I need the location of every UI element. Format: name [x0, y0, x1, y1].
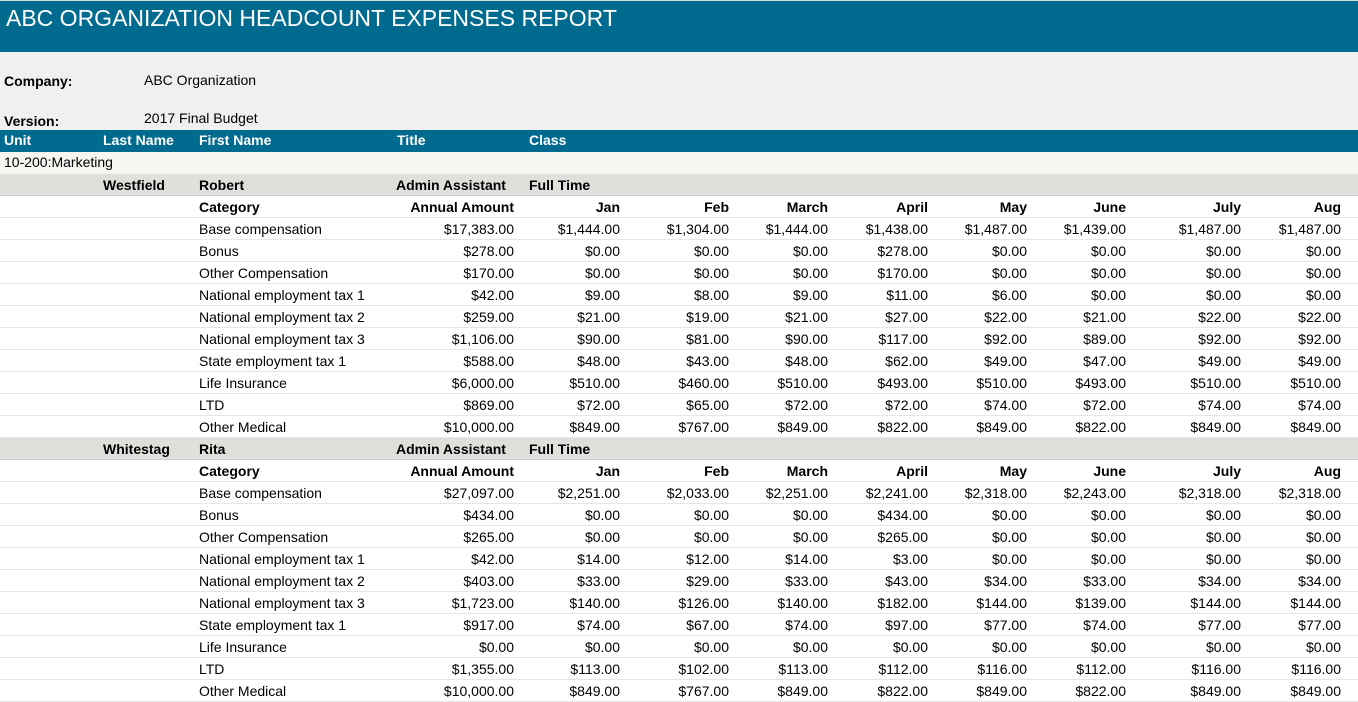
jan-cell: $0.00: [584, 507, 620, 523]
feb-cell: $460.00: [678, 375, 729, 391]
employee-class: Full Time: [529, 177, 591, 193]
table-row: [0, 636, 1358, 658]
march-cell: $0.00: [792, 243, 828, 259]
feb-cell: $8.00: [693, 287, 729, 303]
header-july: July: [1212, 199, 1241, 215]
category-cell: Bonus: [199, 243, 239, 259]
col-last-name: Last Name: [103, 132, 174, 148]
table-row: [0, 394, 1358, 416]
table-row: [0, 328, 1358, 350]
march-cell: $0.00: [792, 265, 828, 281]
aug-cell: $0.00: [1305, 639, 1341, 655]
june-cell: $21.00: [1083, 309, 1126, 325]
header-aug: Aug: [1313, 199, 1341, 215]
header-april: April: [896, 199, 928, 215]
col-title: Title: [397, 132, 426, 148]
march-cell: $74.00: [785, 617, 828, 633]
table-row: [0, 658, 1358, 680]
march-cell: $0.00: [792, 507, 828, 523]
july-cell: $0.00: [1205, 507, 1241, 523]
jan-cell: $9.00: [584, 287, 620, 303]
unit-name: 10-200:Marketing: [4, 154, 113, 170]
annual-amount-cell: $170.00: [463, 265, 514, 281]
category-cell: LTD: [199, 397, 225, 413]
aug-cell: $92.00: [1298, 331, 1341, 347]
feb-cell: $12.00: [686, 551, 729, 567]
may-cell: $92.00: [984, 331, 1027, 347]
jan-cell: $0.00: [584, 639, 620, 655]
feb-cell: $0.00: [693, 507, 729, 523]
june-cell: $0.00: [1090, 529, 1126, 545]
july-cell: $74.00: [1198, 397, 1241, 413]
july-cell: $0.00: [1205, 287, 1241, 303]
category-cell: Life Insurance: [199, 639, 287, 655]
july-cell: $0.00: [1205, 529, 1241, 545]
may-cell: $34.00: [984, 573, 1027, 589]
april-cell: $72.00: [885, 397, 928, 413]
report-title-bar: [0, 0, 1358, 52]
march-cell: $140.00: [777, 595, 828, 611]
feb-cell: $1,304.00: [666, 221, 729, 237]
may-cell: $0.00: [991, 243, 1027, 259]
employee-title: Admin Assistant: [396, 177, 506, 193]
category-cell: Other Compensation: [199, 265, 329, 281]
annual-amount-cell: $42.00: [471, 287, 514, 303]
header-category: Category: [199, 463, 260, 479]
june-cell: $0.00: [1090, 243, 1126, 259]
jan-cell: $90.00: [577, 331, 620, 347]
july-cell: $2,318.00: [1178, 485, 1241, 501]
category-cell: National employment tax 1: [199, 287, 365, 303]
april-cell: $278.00: [877, 243, 928, 259]
april-cell: $182.00: [877, 595, 928, 611]
jan-cell: $0.00: [584, 529, 620, 545]
may-cell: $849.00: [976, 419, 1027, 435]
table-row: [0, 504, 1358, 526]
employee-last-name: Westfield: [103, 177, 165, 193]
june-cell: $47.00: [1083, 353, 1126, 369]
june-cell: $822.00: [1075, 419, 1126, 435]
march-cell: $849.00: [777, 419, 828, 435]
july-cell: $0.00: [1205, 639, 1241, 655]
feb-cell: $126.00: [678, 595, 729, 611]
may-cell: $849.00: [976, 683, 1027, 699]
may-cell: $0.00: [991, 507, 1027, 523]
aug-cell: $1,487.00: [1278, 221, 1341, 237]
table-row: [0, 592, 1358, 614]
company-label: Company:: [4, 73, 73, 89]
april-cell: $62.00: [885, 353, 928, 369]
june-cell: $74.00: [1083, 617, 1126, 633]
may-cell: $0.00: [991, 639, 1027, 655]
table-row: [0, 306, 1358, 328]
company-value: ABC Organization: [144, 72, 257, 88]
feb-cell: $0.00: [693, 243, 729, 259]
table-row: [0, 482, 1358, 504]
june-cell: $0.00: [1090, 287, 1126, 303]
may-cell: $510.00: [976, 375, 1027, 391]
category-cell: Other Medical: [199, 683, 287, 699]
table-row: [0, 680, 1358, 702]
category-cell: National employment tax 3: [199, 595, 365, 611]
july-cell: $34.00: [1198, 573, 1241, 589]
annual-amount-cell: $17,383.00: [443, 221, 514, 237]
annual-amount-cell: $434.00: [463, 507, 514, 523]
may-cell: $116.00: [977, 661, 1027, 677]
employee-row: [0, 438, 1358, 460]
june-cell: $822.00: [1075, 683, 1126, 699]
table-row: [0, 372, 1358, 394]
april-cell: $27.00: [885, 309, 928, 325]
april-cell: $493.00: [877, 375, 928, 391]
may-cell: $0.00: [991, 551, 1027, 567]
table-row: [0, 614, 1358, 636]
march-cell: $849.00: [777, 683, 828, 699]
table-row: [0, 262, 1358, 284]
june-cell: $0.00: [1090, 551, 1126, 567]
jan-cell: $2,251.00: [557, 485, 620, 501]
may-cell: $6.00: [991, 287, 1027, 303]
table-row: [0, 350, 1358, 372]
category-cell: National employment tax 3: [199, 331, 365, 347]
april-cell: $265.00: [877, 529, 928, 545]
july-cell: $49.00: [1198, 353, 1241, 369]
header-july: July: [1212, 463, 1241, 479]
header-feb: Feb: [704, 463, 729, 479]
may-cell: $22.00: [984, 309, 1027, 325]
may-cell: $1,487.00: [964, 221, 1027, 237]
july-cell: $144.00: [1190, 595, 1241, 611]
unit-group-row: [0, 152, 1358, 174]
category-cell: Life Insurance: [199, 375, 287, 391]
feb-cell: $0.00: [693, 639, 729, 655]
annual-amount-cell: $0.00: [478, 639, 514, 655]
aug-cell: $849.00: [1290, 419, 1341, 435]
category-cell: Base compensation: [199, 221, 322, 237]
category-cell: Bonus: [199, 507, 239, 523]
july-cell: $116.00: [1191, 661, 1241, 677]
table-row: [0, 218, 1358, 240]
march-cell: $14.00: [785, 551, 828, 567]
annual-amount-cell: $10,000.00: [443, 419, 514, 435]
june-cell: $112.00: [1076, 661, 1126, 677]
annual-amount-cell: $1,355.00: [451, 661, 514, 677]
table-row: [0, 284, 1358, 306]
aug-cell: $849.00: [1290, 683, 1341, 699]
april-cell: $117.00: [878, 331, 928, 347]
header-aug: Aug: [1313, 463, 1341, 479]
july-cell: $77.00: [1198, 617, 1241, 633]
april-cell: $3.00: [892, 551, 928, 567]
march-cell: $0.00: [792, 529, 828, 545]
may-cell: $77.00: [984, 617, 1027, 633]
july-cell: $510.00: [1190, 375, 1241, 391]
feb-cell: $767.00: [678, 419, 729, 435]
aug-cell: $0.00: [1305, 287, 1341, 303]
header-annual-amount: Annual Amount: [410, 199, 514, 215]
jan-cell: $21.00: [577, 309, 620, 325]
col-unit: Unit: [4, 132, 32, 148]
jan-cell: $0.00: [584, 243, 620, 259]
annual-amount-cell: $869.00: [463, 397, 514, 413]
header-may: May: [999, 463, 1027, 479]
june-cell: $72.00: [1083, 397, 1126, 413]
june-cell: $33.00: [1083, 573, 1126, 589]
feb-cell: $767.00: [678, 683, 729, 699]
header-jan: Jan: [595, 463, 620, 479]
report-meta: [0, 52, 1358, 130]
employee-last-name: Whitestag: [103, 441, 170, 457]
category-cell: State employment tax 1: [199, 353, 347, 369]
jan-cell: $0.00: [584, 265, 620, 281]
april-cell: $1,438.00: [865, 221, 928, 237]
aug-cell: $2,318.00: [1278, 485, 1341, 501]
march-cell: $9.00: [792, 287, 828, 303]
header-feb: Feb: [704, 199, 729, 215]
report-title: ABC ORGANIZATION HEADCOUNT EXPENSES REPORT: [6, 5, 617, 31]
feb-cell: $67.00: [686, 617, 729, 633]
aug-cell: $34.00: [1298, 573, 1341, 589]
table-row: [0, 416, 1358, 438]
annual-amount-cell: $265.00: [463, 529, 514, 545]
category-cell: Base compensation: [199, 485, 322, 501]
march-cell: $113.00: [778, 661, 828, 677]
header-june: June: [1093, 199, 1126, 215]
aug-cell: $144.00: [1290, 595, 1341, 611]
people-table: [0, 174, 1358, 702]
april-cell: $43.00: [885, 573, 928, 589]
may-cell: $0.00: [991, 265, 1027, 281]
jan-cell: $849.00: [569, 419, 620, 435]
annual-amount-cell: $27,097.00: [443, 485, 514, 501]
detail-header-row: [0, 460, 1358, 482]
april-cell: $170.00: [877, 265, 928, 281]
aug-cell: $510.00: [1290, 375, 1341, 391]
aug-cell: $0.00: [1305, 265, 1341, 281]
may-cell: $144.00: [976, 595, 1027, 611]
employee-first-name: Robert: [199, 177, 245, 193]
feb-cell: $65.00: [686, 397, 729, 413]
feb-cell: $0.00: [693, 529, 729, 545]
feb-cell: $102.00: [678, 661, 729, 677]
annual-amount-cell: $278.00: [463, 243, 514, 259]
aug-cell: $74.00: [1298, 397, 1341, 413]
may-cell: $74.00: [984, 397, 1027, 413]
header-march: March: [786, 463, 828, 479]
april-cell: $97.00: [885, 617, 928, 633]
april-cell: $11.00: [886, 287, 928, 303]
aug-cell: $0.00: [1305, 243, 1341, 259]
jan-cell: $113.00: [570, 661, 620, 677]
march-cell: $90.00: [785, 331, 828, 347]
annual-amount-cell: $917.00: [463, 617, 514, 633]
detail-header-row: [0, 196, 1358, 218]
header-category: Category: [199, 199, 260, 215]
aug-cell: $0.00: [1305, 507, 1341, 523]
header-may: May: [999, 199, 1027, 215]
header-march: March: [786, 199, 828, 215]
category-cell: Other Medical: [199, 419, 287, 435]
annual-amount-cell: $259.00: [463, 309, 514, 325]
jan-cell: $33.00: [577, 573, 620, 589]
april-cell: $822.00: [877, 683, 928, 699]
employee-row: [0, 174, 1358, 196]
annual-amount-cell: $588.00: [463, 353, 514, 369]
april-cell: $2,241.00: [865, 485, 928, 501]
aug-cell: $49.00: [1298, 353, 1341, 369]
april-cell: $822.00: [877, 419, 928, 435]
category-cell: LTD: [199, 661, 225, 677]
col-class: Class: [529, 132, 567, 148]
annual-amount-cell: $403.00: [463, 573, 514, 589]
april-cell: $0.00: [892, 639, 928, 655]
aug-cell: $0.00: [1305, 529, 1341, 545]
category-cell: Other Compensation: [199, 529, 329, 545]
march-cell: $48.00: [785, 353, 828, 369]
header-jan: Jan: [595, 199, 620, 215]
table-row: [0, 548, 1358, 570]
april-cell: $434.00: [877, 507, 928, 523]
june-cell: $493.00: [1075, 375, 1126, 391]
june-cell: $139.00: [1075, 595, 1126, 611]
march-cell: $1,444.00: [765, 221, 828, 237]
annual-amount-cell: $1,106.00: [451, 331, 514, 347]
june-cell: $0.00: [1090, 507, 1126, 523]
aug-cell: $116.00: [1291, 661, 1341, 677]
march-cell: $21.00: [785, 309, 828, 325]
annual-amount-cell: $1,723.00: [451, 595, 514, 611]
march-cell: $0.00: [792, 639, 828, 655]
feb-cell: $19.00: [686, 309, 729, 325]
employee-title: Admin Assistant: [396, 441, 506, 457]
jan-cell: $14.00: [577, 551, 620, 567]
header-april: April: [896, 463, 928, 479]
may-cell: $2,318.00: [964, 485, 1027, 501]
employee-class: Full Time: [529, 441, 591, 457]
feb-cell: $2,033.00: [666, 485, 729, 501]
july-cell: $849.00: [1190, 683, 1241, 699]
jan-cell: $1,444.00: [557, 221, 620, 237]
version-value: 2017 Final Budget: [144, 110, 258, 126]
version-label: Version:: [4, 113, 60, 129]
jan-cell: $510.00: [569, 375, 620, 391]
july-cell: $849.00: [1190, 419, 1241, 435]
march-cell: $72.00: [785, 397, 828, 413]
col-first-name: First Name: [199, 132, 272, 148]
july-cell: $22.00: [1198, 309, 1241, 325]
annual-amount-cell: $42.00: [471, 551, 514, 567]
jan-cell: $72.00: [577, 397, 620, 413]
may-cell: $49.00: [984, 353, 1027, 369]
category-cell: National employment tax 1: [199, 551, 365, 567]
annual-amount-cell: $6,000.00: [451, 375, 514, 391]
jan-cell: $849.00: [569, 683, 620, 699]
june-cell: $2,243.00: [1063, 485, 1126, 501]
feb-cell: $0.00: [693, 265, 729, 281]
feb-cell: $81.00: [686, 331, 729, 347]
category-cell: National employment tax 2: [199, 309, 365, 325]
aug-cell: $0.00: [1305, 551, 1341, 567]
table-row: [0, 570, 1358, 592]
employee-first-name: Rita: [199, 441, 226, 457]
july-cell: $0.00: [1205, 243, 1241, 259]
header-june: June: [1093, 463, 1126, 479]
june-cell: $89.00: [1083, 331, 1126, 347]
jan-cell: $48.00: [577, 353, 620, 369]
march-cell: $33.00: [785, 573, 828, 589]
march-cell: $510.00: [777, 375, 828, 391]
may-cell: $0.00: [991, 529, 1027, 545]
header-annual-amount: Annual Amount: [410, 463, 514, 479]
annual-amount-cell: $10,000.00: [443, 683, 514, 699]
aug-cell: $77.00: [1298, 617, 1341, 633]
june-cell: $0.00: [1090, 265, 1126, 281]
table-row: [0, 526, 1358, 548]
july-cell: $1,487.00: [1178, 221, 1241, 237]
feb-cell: $43.00: [686, 353, 729, 369]
jan-cell: $140.00: [569, 595, 620, 611]
category-cell: State employment tax 1: [199, 617, 347, 633]
april-cell: $112.00: [878, 661, 928, 677]
category-cell: National employment tax 2: [199, 573, 365, 589]
july-cell: $92.00: [1198, 331, 1241, 347]
aug-cell: $22.00: [1298, 309, 1341, 325]
july-cell: $0.00: [1205, 551, 1241, 567]
march-cell: $2,251.00: [765, 485, 828, 501]
table-row: [0, 240, 1358, 262]
july-cell: $0.00: [1205, 265, 1241, 281]
feb-cell: $29.00: [686, 573, 729, 589]
jan-cell: $74.00: [577, 617, 620, 633]
june-cell: $0.00: [1090, 639, 1126, 655]
column-header-row: [0, 130, 1358, 152]
june-cell: $1,439.00: [1063, 221, 1126, 237]
